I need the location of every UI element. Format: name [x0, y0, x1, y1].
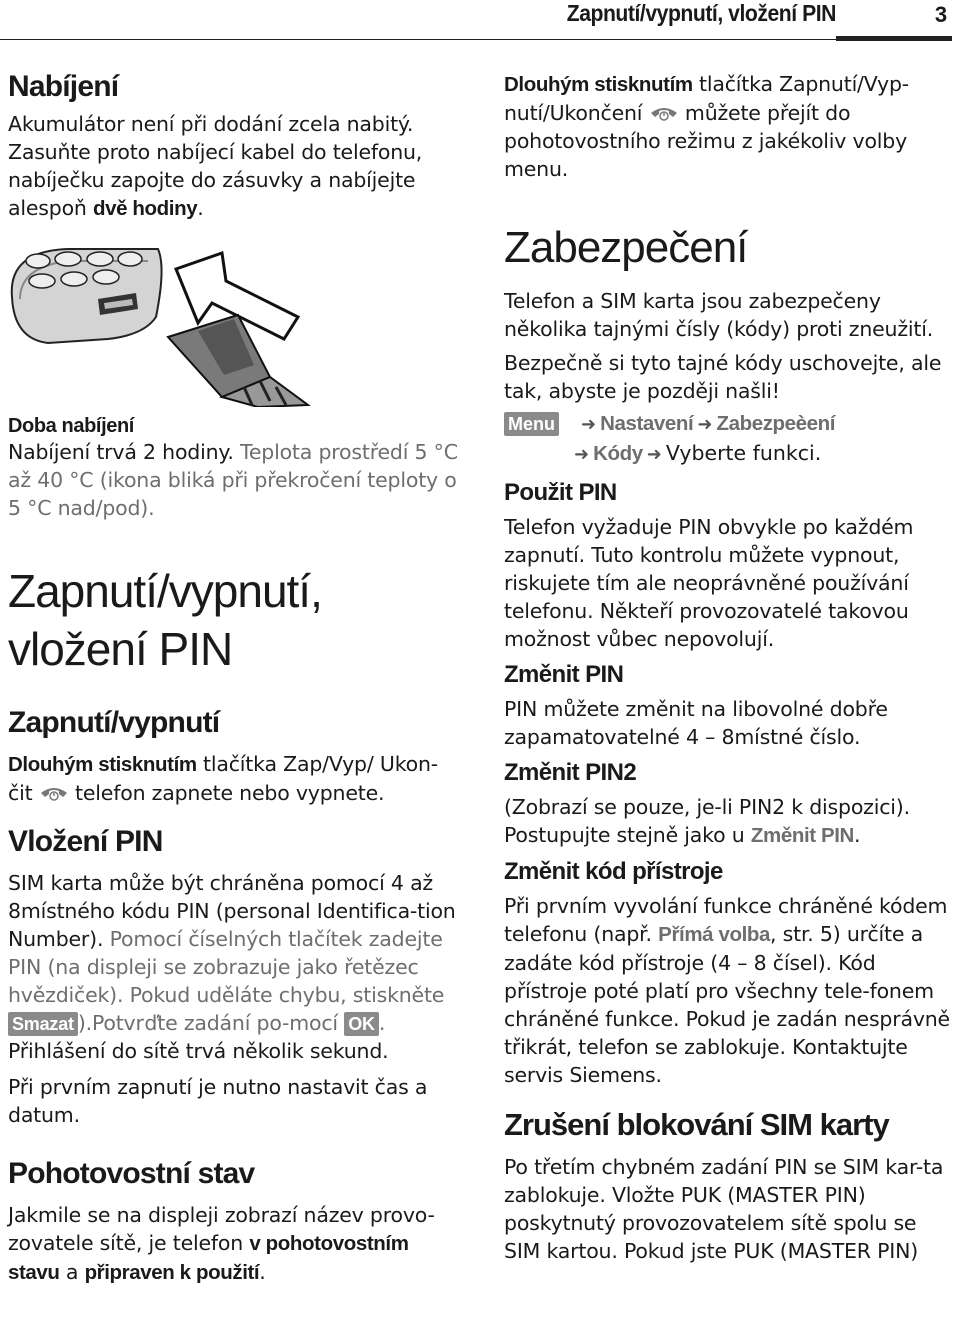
heading-zapnuti: Zapnutí/vypnutí [8, 706, 220, 739]
heading-pohotovostni-stav: Pohotovostní stav [8, 1157, 255, 1190]
heading-zmenit-pin: Změnit PIN [504, 661, 624, 688]
heading-zabezpeceni: Zabezpečení [504, 223, 748, 272]
section-title: Zapnutí/vypnutí, vložení PIN [8, 565, 322, 675]
heading-zmenit-kod: Změnit kód přístroje [504, 858, 723, 885]
zmenit-kod-text: Při prvním vyvolání funkce chráněné kódem telefonu (např. Přímá volba, str. 5) určíte a zadáte kód přístroje (4 – 8 čísel). Kód přístroje poté platí pro všechny tele-fonem chráněné funkce. Pokud je zadán nesprávně třikrát, telefon se zablokuje. Kontaktujte servis Siemens. [504, 894, 950, 1087]
menu-path-line2: ➜ Kódy ➜ Vyberte funkci. [574, 441, 822, 465]
arrow-icon: ➜ [697, 414, 713, 435]
heading-nabijeni: Nabíjení [8, 70, 119, 103]
arrow-icon: ➜ [574, 444, 590, 465]
heading-zruseni-blokovani: Zrušení blokování SIM karty [504, 1107, 889, 1142]
pohotovost-text: Jakmile se na displeji zobrazí název provo-zovatele sítě, je telefon v pohotovostním stavu a připraven k použití. [8, 1203, 435, 1284]
end-call-phone-icon [39, 785, 69, 801]
zmenit-pin2-text: (Zobrazí se pouze, je-li PIN2 k dispozici). Postupujte stejně jako u Změnit PIN. [504, 795, 910, 847]
ok-softkey[interactable]: OK [344, 1012, 379, 1036]
left-column [8, 56, 458, 1287]
zapnuti-text: Dlouhým stisknutím tlačítka Zap/Vyp/ Ukon- čit telefon zapnete nebo vypnete. [8, 752, 438, 805]
menu-item-nastaveni[interactable]: Nastavení [600, 412, 694, 435]
page-number: 3 [934, 2, 948, 27]
header-rule [0, 39, 836, 40]
pouzit-pin-text: Telefon vyžaduje PIN obvykle po každém zapnutí. Tuto kontrolu můžete vypnout, riskujete tím ale neoprávněné používání telefonu. Někteří provozovatelé takovou možnost vůbec nepovolují. [504, 515, 914, 651]
heading-doba-nabijeni: Doba nabíjení [8, 415, 134, 437]
running-header-title: Zapnutí/vypnutí, vložení PIN [566, 0, 836, 26]
vlozeni-text: SIM karta může být chráněna pomocí 4 až 8místného kódu PIN (personal Identifica-tion Number). Pomocí číselných tlačítek zadejte PIN (na displeji se zobrazuje jako řetězec hvězdiček). Pokud uděláte chybu, stiskněte Smazat ).Potvrďte zadání po-mocí OK . Přihlášení do sítě trvá několik sekund. [8, 871, 456, 1063]
header-rule-thick [836, 36, 952, 41]
pohotovost-intro: Dlouhým stisknutím tlačítka Zapnutí/Vyp-nutí/Ukončení můžete přejít do pohotovostního režimu z jakékoliv volby menu. [504, 72, 909, 181]
menu-item-kody[interactable]: Kódy [593, 442, 643, 465]
zabezpeceni-p1: Telefon a SIM karta jsou zabezpečeny několika tajnými čísly (kódy) proti zneužití. [504, 289, 934, 341]
menu-item-zabezpeceni[interactable]: Zabezpeèení [716, 412, 836, 435]
vlozeni-cas-datum: Při prvním zapnutí je nutno nastavit čas a datum. [8, 1075, 428, 1127]
menu-softkey[interactable]: Menu [504, 412, 559, 436]
link-prima-volba[interactable]: Přímá volba [658, 923, 770, 946]
zmenit-pin-text: PIN můžete změnit na libovolné dobře zapamatovatelné 4 – 8místné číslo. [504, 697, 888, 749]
nabijeni-text: Akumulátor není při dodání zcela nabitý. Zasuňte proto nabíjecí kabel do telefonu, nabíječku zapojte do zásuvky a nabíjejte alespoň dvě hodiny. [8, 112, 423, 220]
heading-zmenit-pin2: Změnit PIN2 [504, 759, 637, 786]
arrow-icon: ➜ [646, 444, 662, 465]
link-zmenit-pin[interactable]: Změnit PIN [750, 824, 854, 847]
end-call-phone-icon [649, 105, 679, 121]
doba-nabijeni-text: Nabíjení trvá 2 hodiny. Teplota prostředí 5 °C až 40 °C (ikona bliká při překročení teploty o 5 °C nad/pod). [8, 440, 458, 520]
zabezpeceni-p2: Bezpečně si tyto tajné kódy uschovejte, ale tak, abyste je později našli! [504, 351, 942, 403]
arrow-icon: ➜ [581, 414, 597, 435]
zruseni-text: Po třetím chybném zadání PIN se SIM kar-ta zablokuje. Vložte PUK (MASTER PIN) poskytnutý provozovatelem sítě spolu se SIM kartou. Pokud jste PUK (MASTER PIN) [504, 1155, 944, 1263]
heading-pouzit-pin: Použit PIN [504, 479, 617, 506]
smazat-softkey[interactable]: Smazat [8, 1012, 78, 1036]
menu-path-line1 [504, 409, 954, 439]
right-column [504, 70, 954, 1265]
heading-vlozeni-pin: Vložení PIN [8, 825, 163, 858]
charger-illustration [8, 247, 318, 407]
